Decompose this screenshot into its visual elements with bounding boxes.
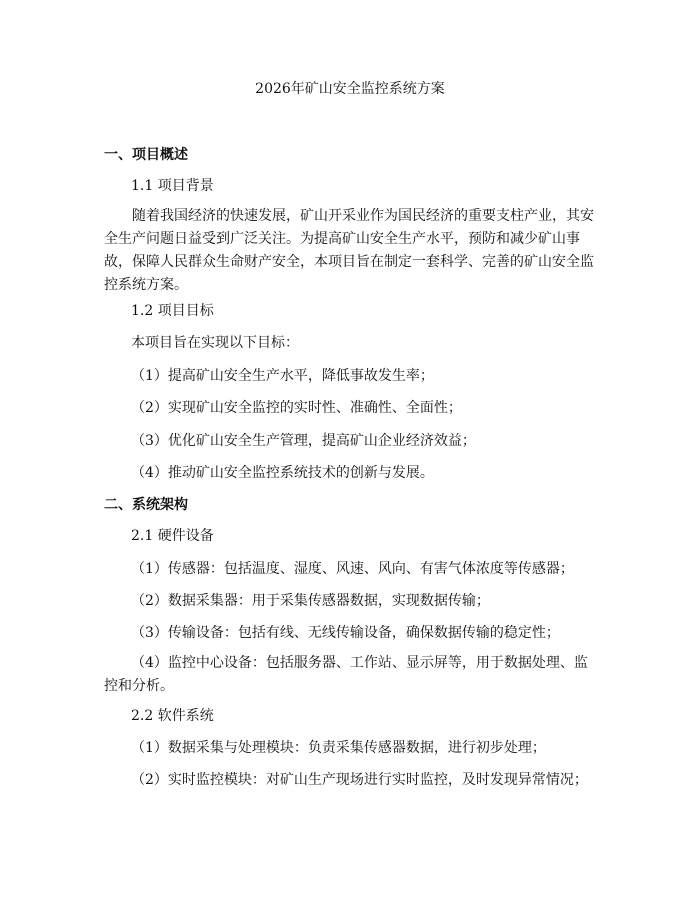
list-item: （3）优化矿山安全生产管理，提高矿山企业经济效益；: [131, 433, 476, 449]
list-item: （4）推动矿山安全监控系统技术的创新与发展。: [131, 465, 434, 481]
subsection-heading-goals: 1.2 项目目标: [131, 303, 214, 319]
list-item: （1）提高矿山安全生产水平，降低事故发生率；: [131, 368, 434, 384]
list-item: （2）实现矿山安全监控的实时性、准确性、全面性；: [131, 400, 462, 416]
list-item: （1）传感器：包括温度、湿度、风速、风向、有害气体浓度等传感器；: [131, 561, 574, 577]
subsection-heading-background: 1.1 项目背景: [131, 178, 214, 194]
list-item: （4）监控中心设备：包括服务器、工作站、显示屏等，用于数据处理、监控和分析。: [104, 655, 588, 694]
list-item: （2）实时监控模块：对矿山生产现场进行实时监控，及时发现异常情况；: [131, 772, 588, 788]
subsection-heading-software: 2.2 软件系统: [131, 708, 214, 724]
paragraph-goals-intro: 本项目旨在实现以下目标：: [131, 335, 299, 351]
paragraph-background: 随着我国经济的快速发展，矿山开采业作为国民经济的重要支柱产业，其安全生产问题日益受到广泛关注。为提高矿山安全生产水平，预防和减少矿山事故，保障人民群众生命财产安全，本项目旨在制定一套科学、完善的矿山安全监控系统方案。: [104, 208, 594, 293]
subsection-heading-hardware: 2.1 硬件设备: [131, 528, 214, 544]
document-title: 2026年矿山安全监控系统方案: [255, 81, 445, 97]
section-heading-architecture: 二、系统架构: [104, 497, 188, 513]
list-item: （1）数据采集与处理模块：负责采集传感器数据，进行初步处理；: [131, 740, 546, 756]
list-item: （3）传输设备：包括有线、无线传输设备，确保数据传输的稳定性；: [131, 625, 560, 641]
section-heading-overview: 一、项目概述: [104, 147, 188, 163]
list-item: （2）数据采集器：用于采集传感器数据，实现数据传输；: [131, 593, 490, 609]
